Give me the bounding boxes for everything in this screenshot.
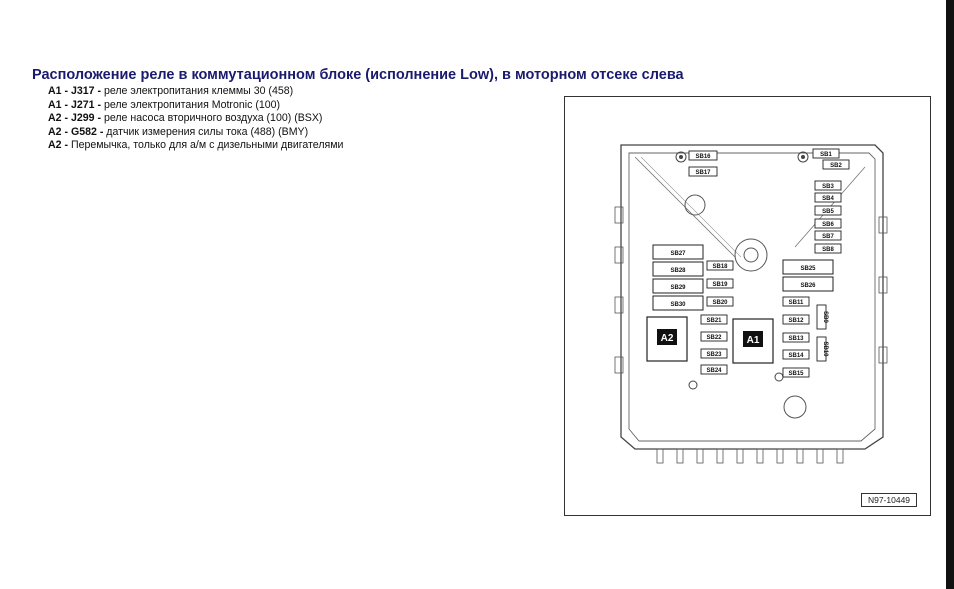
item-text: реле электропитания клеммы 30 (458): [101, 85, 294, 97]
list-item: [48, 85, 343, 99]
fuse-sb18-label: SB18: [712, 264, 728, 270]
list-item: [48, 112, 343, 126]
fuse-sb21-label: SB21: [706, 318, 722, 324]
fuse-sb27-label: SB27: [670, 251, 686, 257]
fuse-sb23-label: SB23: [706, 352, 722, 358]
item-text: Перемычка, только для а/м с дизельными двигателями: [68, 139, 344, 152]
fuse-sb24-label: SB24: [706, 368, 722, 374]
figure-id-label: N97-10449: [861, 493, 917, 507]
fuse-sb7-label: SB7: [822, 234, 834, 240]
fuse-sb28-label: SB28: [670, 268, 686, 274]
relay-a1-label: A1: [746, 335, 760, 346]
item-code: A1 - J271 -: [48, 98, 101, 111]
list-item: [48, 139, 343, 153]
fuse-sb13-label: SB13: [788, 336, 804, 342]
fuse-sb6-label: SB6: [822, 222, 834, 228]
fuse-sb19-label: SB19: [712, 282, 728, 288]
page-title: Расположение реле в коммутационном блоке (исполнение Low), в моторном отсеке слева: [32, 67, 684, 83]
fuse-sb30-label: SB30: [670, 302, 686, 308]
fuse-sb3-label: SB3: [822, 184, 834, 190]
fuse-sb16-label: SB16: [695, 154, 711, 160]
fuse-sb11-label: SB11: [788, 300, 804, 306]
fuse-sb1-label: SB1: [820, 152, 832, 158]
item-code: A2 - G582 -: [48, 125, 104, 138]
fuse-sb25-label: SB25: [800, 266, 816, 272]
fuse-sb12-label: SB12: [788, 318, 804, 324]
fuse-sb15-label: SB15: [788, 371, 804, 377]
item-text: реле электропитания Motronic (100): [101, 98, 281, 111]
fuse-box-diagram: [565, 97, 929, 514]
fuse-sb9-label: SB9: [822, 311, 828, 323]
fuse-sb5-label: SB5: [822, 209, 834, 215]
list-item: [48, 126, 343, 140]
relay-a2-label: A2: [660, 333, 674, 344]
fuse-sb2-label: SB2: [830, 163, 842, 169]
fuse-sb4-label: SB4: [822, 196, 834, 202]
fuse-sb14-label: SB14: [788, 353, 804, 359]
fuse-sb8-label: SB8: [822, 247, 834, 253]
fuse-sb29-label: SB29: [670, 285, 686, 291]
item-text: датчик измерения силы тока (488) (BMY): [103, 125, 309, 138]
fuse-sb26-label: SB26: [800, 283, 816, 289]
item-code: A2 -: [48, 139, 69, 152]
window-edge-bar: [946, 0, 954, 589]
fuse-box-figure: [564, 96, 931, 516]
item-code: A2 - J299 -: [48, 112, 101, 125]
item-code: A1 - J317 -: [48, 85, 101, 97]
fuse-sb17-label: SB17: [695, 170, 711, 176]
relay-description-list: [48, 85, 343, 153]
fuse-sb20-label: SB20: [712, 300, 728, 306]
fuse-sb22-label: SB22: [706, 335, 722, 341]
list-item: [48, 99, 343, 113]
fuse-sb10-label: SB10: [822, 341, 828, 357]
item-text: реле насоса вторичного воздуха (100) (BSX): [101, 112, 323, 125]
